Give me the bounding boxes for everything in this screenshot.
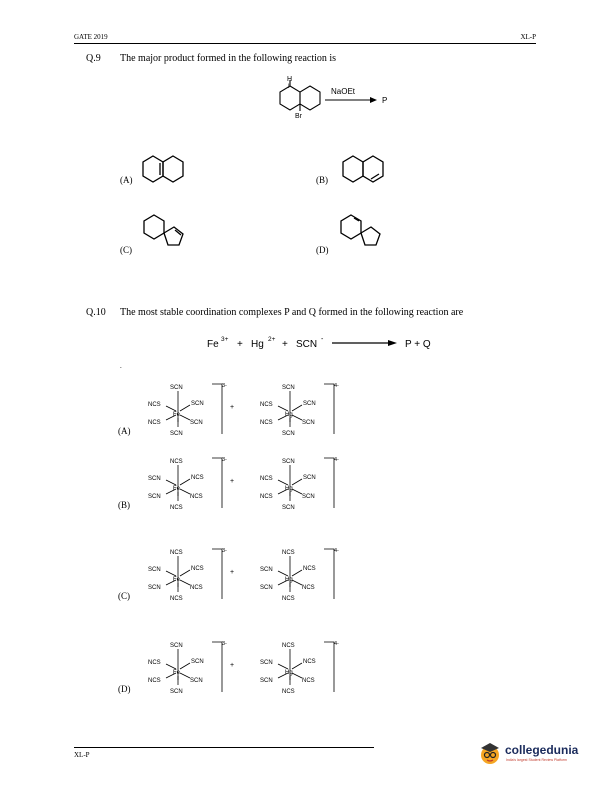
q10-option-d-fe-complex-top: SCN: [170, 643, 183, 649]
q10-option-b-fe-complex: [140, 456, 250, 518]
q10-number: Q.10: [86, 307, 106, 318]
q10-option-b-label: (B): [118, 500, 130, 510]
q10-option-a-hg-complex: [252, 382, 362, 444]
header-rule: [74, 43, 536, 44]
q10-option-a-hg-complex-ll: NCS: [260, 420, 273, 426]
q10-fe: Fe: [207, 339, 219, 350]
q10-products: P + Q: [405, 339, 431, 350]
q10-option-d-hg-complex-metal: Hg: [285, 670, 293, 676]
q10-option-d-fe-complex-charge: 3-: [222, 641, 227, 647]
q10-option-a-fe-complex-lr: SCN: [190, 420, 203, 426]
q10-option-b-hg-complex-top: SCN: [282, 459, 295, 465]
q10-option-d-hg-complex-bottom: NCS: [282, 689, 295, 695]
collegedunia-logo: [478, 740, 598, 770]
q10-option-a-fe-complex: [140, 382, 250, 444]
q9-option-a-structure: [138, 150, 198, 190]
q10-option-c-hg-complex-ll: SCN: [260, 585, 273, 591]
q9-arrow-head: [370, 97, 377, 103]
q10-option-c-hg-complex-ul: SCN: [260, 567, 273, 573]
q10-option-d-fe-complex-ur: SCN: [191, 659, 204, 665]
q10-option-a-hg-complex-lr: SCN: [302, 420, 315, 426]
q10-option-d-hg-complex-top: NCS: [282, 643, 295, 649]
q10-fe-charge: 3+: [221, 336, 229, 343]
q10-scn-charge: -: [321, 336, 324, 343]
q9-text: The major product formed in the following reaction is: [120, 53, 337, 64]
q9-atom-br: Br: [295, 113, 302, 120]
q10-option-d-plus: +: [230, 662, 235, 669]
q9-option-c-structure: [138, 210, 198, 255]
q9-atom-h: H: [287, 76, 293, 83]
q10-option-a-fe-complex-top: SCN: [170, 385, 183, 391]
q10-option-c-hg-complex-bottom: NCS: [282, 596, 295, 602]
q10-option-b-fe-complex-charge: 3-: [222, 457, 227, 463]
q10-hg-charge: 2+: [268, 336, 276, 343]
q10-option-d-hg-complex-ll: SCN: [260, 678, 273, 684]
q10-hg: Hg: [251, 339, 264, 350]
q10-option-c-hg-complex-metal: Hg: [285, 577, 293, 583]
q10-option-d-hg-complex-charge: 4-: [334, 641, 339, 647]
q10-option-b-hg-complex: [252, 456, 362, 518]
q10-option-c-fe-complex-top: NCS: [170, 550, 183, 556]
q10-option-a-hg-complex-charge: 4-: [334, 383, 339, 389]
q9-number: Q.9: [86, 53, 101, 64]
q10-option-b-hg-complex-charge: 4-: [334, 457, 339, 463]
q10-option-d-fe-complex-ul: NCS: [148, 660, 161, 666]
q10-option-b-hg-complex-ll: NCS: [260, 494, 273, 500]
q10-option-a-plus: +: [230, 404, 235, 411]
q9-option-b-label: (B): [316, 175, 328, 185]
q10-option-d-hg-complex-lr: NCS: [302, 678, 315, 684]
q10-option-d-fe-complex-ll: NCS: [148, 678, 161, 684]
q10-option-a-fe-complex-ul: NCS: [148, 402, 161, 408]
q10-option-d-fe-complex-lr: SCN: [190, 678, 203, 684]
q10-plus-1: +: [237, 339, 243, 350]
q10-option-c-hg-complex: [252, 547, 362, 609]
q10-dot-mark: .: [120, 362, 122, 370]
q10-option-b-hg-complex-ul: NCS: [260, 476, 273, 482]
q10-option-c-hg-complex-top: NCS: [282, 550, 295, 556]
q10-option-c-fe-complex-bottom: NCS: [170, 596, 183, 602]
q10-option-a-fe-complex-bottom: SCN: [170, 431, 183, 437]
q10-option-b-fe-complex-ul: SCN: [148, 476, 161, 482]
q10-option-c-hg-complex-lr: NCS: [302, 585, 315, 591]
q10-option-b-fe-complex-bottom: NCS: [170, 505, 183, 511]
q10-option-b-fe-complex-lr: NCS: [190, 494, 203, 500]
q9-reaction-scheme: [265, 73, 395, 133]
q9-product: P: [382, 96, 388, 105]
q10-option-a-label: (A): [118, 426, 131, 436]
q10-option-c-fe-complex-ll: SCN: [148, 585, 161, 591]
q10-reaction: [205, 330, 465, 354]
q10-option-a-hg-complex-ur: SCN: [303, 401, 316, 407]
q10-option-a-fe-complex-ur: SCN: [191, 401, 204, 407]
q10-option-a-hg-complex-metal: Hg: [285, 412, 293, 418]
q10-option-d-hg-complex-ul: SCN: [260, 660, 273, 666]
q10-option-c-plus: +: [230, 569, 235, 576]
q10-option-d-fe-complex-metal: Fe: [173, 670, 181, 676]
q10-option-c-fe-complex-ur: NCS: [191, 566, 204, 572]
q9-option-b-structure: [338, 150, 398, 190]
q10-option-c-label: (C): [118, 591, 130, 601]
q9-reagent: NaOEt: [331, 87, 356, 96]
q9-atom-i: I: [288, 84, 290, 90]
q9-option-a-label: (A): [120, 175, 133, 185]
q10-option-a-fe-complex-ll: NCS: [148, 420, 161, 426]
q10-option-c-fe-complex: [140, 547, 250, 609]
q10-option-b-hg-complex-ur: SCN: [303, 475, 316, 481]
q10-option-a-hg-complex-bottom: SCN: [282, 431, 295, 437]
q10-option-b-fe-complex-metal: Fe: [173, 486, 181, 492]
q10-option-b-hg-complex-bottom: SCN: [282, 505, 295, 511]
q10-option-a-hg-complex-ul: NCS: [260, 402, 273, 408]
q10-option-b-hg-complex-lr: SCN: [302, 494, 315, 500]
q9-option-c-label: (C): [120, 245, 132, 255]
q10-option-c-fe-complex-charge: 3-: [222, 548, 227, 554]
q10-plus-2: +: [282, 339, 288, 350]
q10-option-b-fe-complex-ur: NCS: [191, 475, 204, 481]
footer-rule: [74, 747, 374, 748]
q10-option-a-fe-complex-metal: Fe: [173, 412, 181, 418]
q10-option-b-fe-complex-top: NCS: [170, 459, 183, 465]
footer-paper-code: XL-P: [74, 751, 90, 759]
q10-option-b-fe-complex-ll: SCN: [148, 494, 161, 500]
q10-option-d-hg-complex-ur: NCS: [303, 659, 316, 665]
q10-option-b-plus: +: [230, 478, 235, 485]
q10-option-c-fe-complex-ul: SCN: [148, 567, 161, 573]
q10-option-d-label: (D): [118, 684, 131, 694]
q10-option-c-hg-complex-charge: 4-: [334, 548, 339, 554]
header-exam-title: GATE 2019: [74, 33, 108, 41]
q10-scn: SCN: [296, 339, 318, 350]
q10-option-a-fe-complex-charge: 3-: [222, 383, 227, 389]
q10-option-d-fe-complex: [140, 640, 250, 702]
mascot-icon: [478, 742, 502, 766]
brand-name: collegedunia: [505, 743, 579, 757]
q10-option-d-hg-complex: [252, 640, 362, 702]
header-paper-code: XL-P: [520, 33, 536, 41]
q10-arrow-head: [388, 340, 397, 346]
q9-option-d-label: (D): [316, 245, 329, 255]
q10-option-a-hg-complex-top: SCN: [282, 385, 295, 391]
q10-option-d-fe-complex-bottom: SCN: [170, 689, 183, 695]
q9-option-d-structure: [335, 210, 395, 255]
q10-option-b-hg-complex-metal: Hg: [285, 486, 293, 492]
q10-option-c-fe-complex-lr: NCS: [190, 585, 203, 591]
q10-option-c-hg-complex-ur: NCS: [303, 566, 316, 572]
q10-text: The most stable coordination complexes P and Q formed in the following reaction are: [120, 307, 464, 318]
q10-option-c-fe-complex-metal: Fe: [173, 577, 181, 583]
brand-tagline: India's largest Student Review Platform: [506, 758, 567, 762]
